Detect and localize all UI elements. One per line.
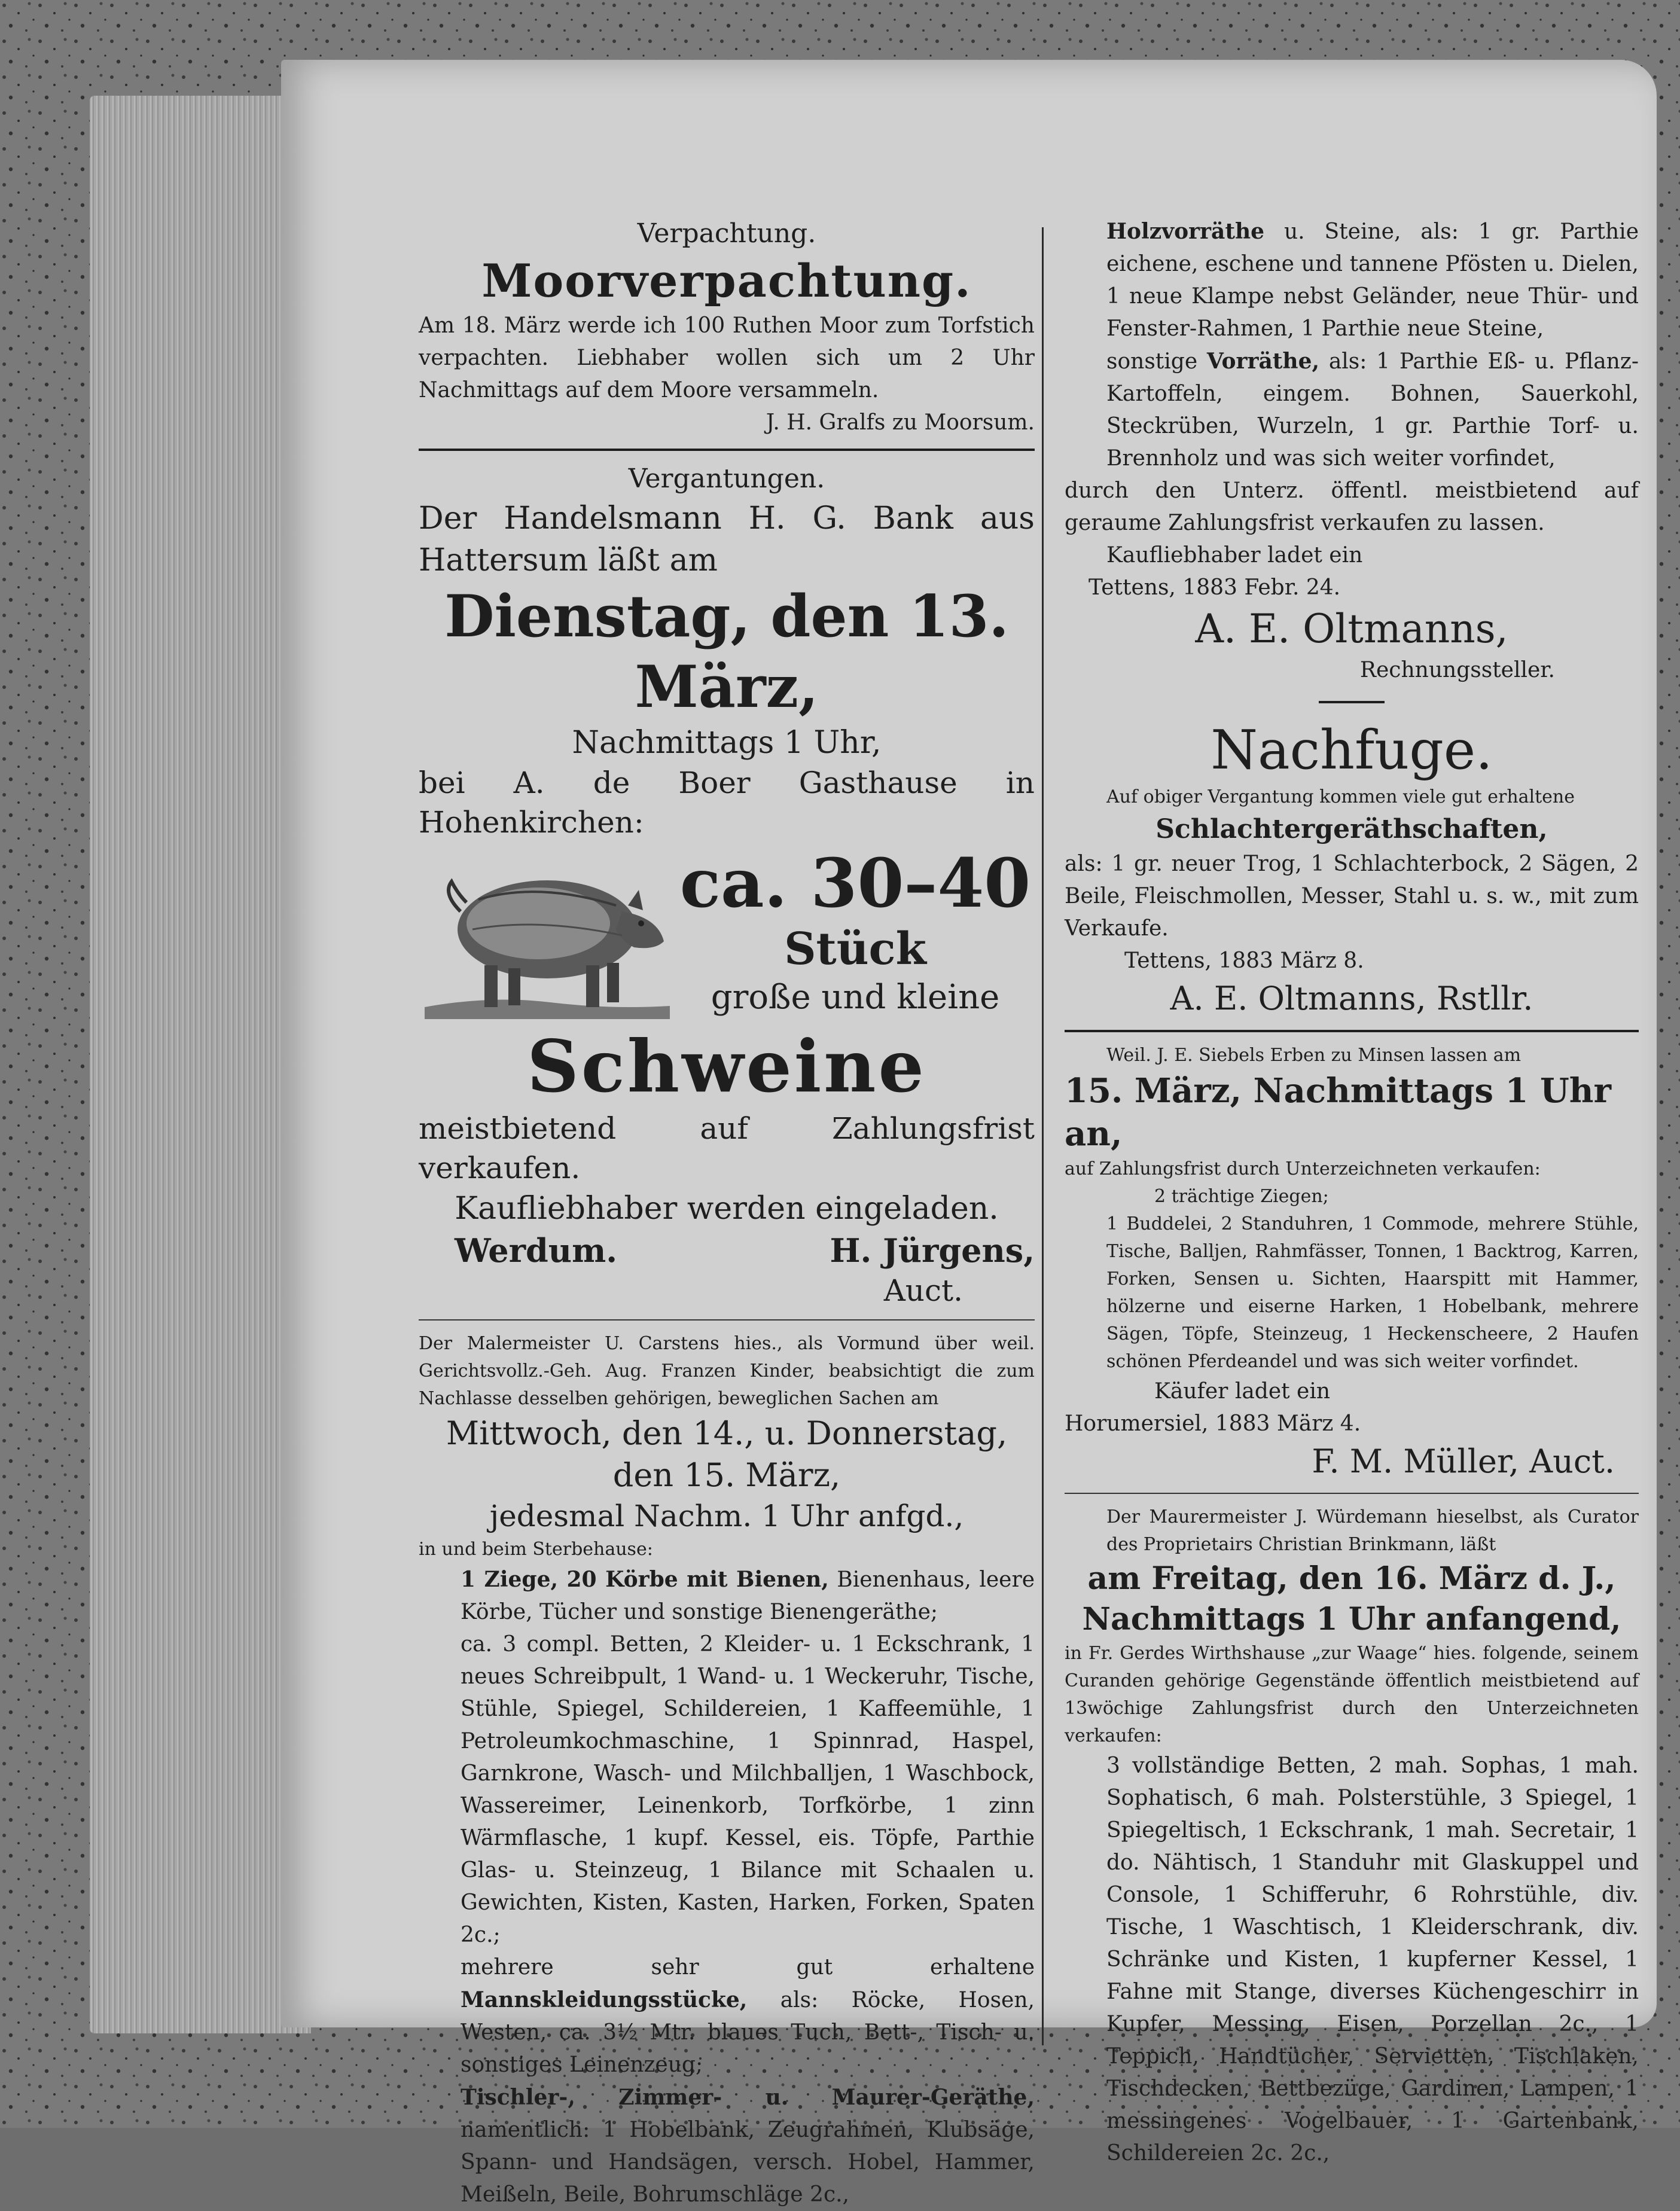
pig-count: ca. 30–40 [679,844,1031,923]
estate-ad-date1: Mittwoch, den 14., u. Donnerstag, [446,1414,1008,1452]
wood-ad-p3: durch den Unterz. öffentl. meistbietend auf geraume Zahlungsfrist verkaufen zu lassen. [1065,478,1639,535]
goats-ad-terms: auf Zahlungsfrist durch Unterzeichneten verkaufen: [1065,1158,1541,1179]
estate-item-tools [419,2081,1035,2211]
estate-ad-intro: Der Malermeister U. Carstens hies., als Vormund über weil. Gerichtsvollz.-Geh. Aug. Franzen Kinder, beabsichtigt die zum Nachlasse desselben gehörigen, beweglichen Sachen am [419,1333,1035,1409]
separator-rule [1065,1493,1639,1494]
estate-ad-place: in und beim Sterbehause: [419,1539,653,1560]
estate-item-bees-head: 1 Ziege, 20 Körbe mit Bienen, [461,1567,829,1592]
estate-item-household: ca. 3 compl. Betten, 2 Kleider- u. 1 Eckschrank, 1 neues Schreibpult, 1 Wand- u. 1 Weckeruhr, Tische, Stühle, Spiegel, Schildereien, 1 Kaffeemühle, 1 Petroleumkochmaschine, 1 Spinnrad, Haspel, Garnkrone, Wasch- und Milchballjen, 1 Waschbock, Wassereimer, Leinenkorb, Torfkörbe, 1 zinn Wärmflasche, 1 kupf. Kessel, eis. Töpfe, Parthie Glas- u. Steinzeug, 1 Bilance mit Schaalen u. Gewichten, Kisten, Kasten, Harken, Forken, Spaten 2c.; [461,1632,1035,1947]
goats-ad-date: 15. März, Nachmittags 1 Uhr an, [1065,1071,1612,1154]
column-divider [1042,227,1044,2045]
left-column [419,215,1035,2211]
wood-ad-dateline: Tettens, 1883 Febr. 24. [1089,575,1341,600]
estate-item-tools-bold: Tischler-, Zimmer- u. Maurer-Geräthe, [461,2085,1035,2110]
pig-ad-invite: Kaufliebhaber werden eingeladen. [455,1191,999,1227]
pig-ad-place: bei A. de Boer Gasthause in Hohenkirchen: [419,766,1035,840]
goats-ad-list-items: 1 Buddelei, 2 Standuhren, 1 Commode, mehrere Stühle, Tische, Balljen, Rahmfässer, Tonnen, 1 Backtrog, Karren, Forken, Sensen u. Sichten, Haarspitt mit Hammer, hölzerne und eiserne Harken, 1 Hobelbank, mehrere Sägen, Töpfe, Steinzeug, 1 Heckenscheere, 2 Haufen schönen Pferdeandel und was sich weiter vorfindet. [1106,1213,1639,1372]
goats-ad-invite: Käufer ladet ein [1154,1379,1331,1404]
separator-rule [1065,1030,1639,1032]
book-page-edges [90,96,311,2033]
moor-ad-title: Moorverpachtung. [481,254,972,307]
moor-ad-signature: J. H. Gralfs zu Moorsum. [766,410,1035,435]
moor-ad-body: Am 18. März werde ich 100 Ruthen Moor zum Torfstich verpachten. Liebhaber wollen sich um 2 Uhr Nachmittags auf dem Moore versammeln. [419,313,1035,402]
separator-rule [1319,701,1385,703]
goats-ad-place: Horumersiel, 1883 März 4. [1065,1411,1361,1436]
estate-item-clothing [419,1951,1035,2081]
separator-rule [419,1319,1035,1320]
wood-ad-invite: Kaufliebhaber ladet ein [1106,543,1363,568]
estate-item-clothing-pre: mehrere sehr gut erhaltene [461,1955,1035,1980]
curator-ad-time: Nachmittags 1 Uhr anfangend, [1082,1601,1621,1637]
curator-ad-date: am Freitag, den 16. März d. J., [1087,1560,1616,1597]
addendum-signature: A. E. Oltmanns, Rstllr. [1170,980,1533,1017]
wood-ad-p2-rest: als: 1 Parthie Eß- u. Pflanz-Kartoffeln, eingem. Bohnen, Sauerkohl, Steckrüben, Wurzeln, 1 gr. Parthie Torf- u. Brennholz und was sich weiter vorfindet, [1106,349,1639,471]
estate-item-bees-rest: Bienenhaus, leere Körbe, Tücher und sonstige Bienengeräthe; [461,1567,1035,1624]
wood-ad-signature-role: Rechnungssteller. [1359,658,1555,682]
wood-ad-p1-bold: Holzvorräthe [1106,219,1265,244]
curator-ad-intro: Der Maurermeister J. Würdemann hieselbst, als Curator des Proprietairs Christian Brinkmann, läßt [1106,1506,1639,1555]
estate-item-bees [419,1563,1035,1628]
pig-ad-kicker: Vergantungen. [628,463,825,494]
pig-ad-intro: Der Handelsmann H. G. Bank aus Hattersum läßt am [419,501,1035,578]
addendum-item: Schlachtergeräthschaften, [1155,814,1548,844]
addendum-body: als: 1 gr. neuer Trog, 1 Schlachterbock, 2 Sägen, 2 Beile, Fleischmollen, Messer, Stahl u. s. w., mit zum Verkaufe. [1065,852,1639,941]
pig-ad-time: Nachmittags 1 Uhr, [572,725,882,761]
pig-ad-place2: Werdum. [455,1231,618,1270]
pig-illustration-row [419,846,1035,1025]
wood-ad-p2-pre: sonstige [1106,349,1198,374]
wood-ad-signature: A. E. Oltmanns, [1195,606,1508,652]
curator-ad-body: in Fr. Gerdes Wirthshause „zur Waage“ hies. folgende, seinem Curanden gehörige Gegenstände öffentlich meistbietend auf 13wöchige Zahlungsfrist durch den Unterzeichneten verkaufen: [1065,1643,1639,1746]
estate-item-tools-rest: namentlich: 1 Hobelbank, Zeugrahmen, Klubsäge, Spann- und Handsägen, versch. Hobel, Hammer, Meißeln, Beile, Bohrumschläge 2c., [461,2118,1035,2207]
pig-unit: Stück [784,923,926,975]
pig-illustration [419,846,676,1025]
separator-rule [419,449,1035,451]
pig-size: große und kleine [711,978,1000,1017]
curator-ad-list: 3 vollständige Betten, 2 mah. Sophas, 1 mah. Sophatisch, 6 mah. Polsterstühle, 3 Spiegel, 1 Spiegeltisch, 1 Eckschrank, 1 mah. Secretair, 1 do. Nähtisch, 1 Standuhr mit Glaskuppel und Console, 1 Schifferuhr, 6 Rohrstühle, div. Tische, 1 Waschtisch, 1 Kleiderschrank, div. Schränke und Kisten, 1 kupferner Kessel, 1 Fahne mit Stange, diverses Küchengeschirr in Kupfer, Messing, Eisen, Porzellan 2c., 1 Teppich, Handtücher, Servietten, Tischlaken, Tischdecken, Bettbezüge, Gardinen, Lampen, 1 messingenes Vogelbauer, 1 Gartenbank, Schildereien 2c. 2c., [1106,1753,1639,2166]
goats-ad-intro: Weil. J. E. Siebels Erben zu Minsen lassen am [1106,1045,1522,1066]
pig-ad-signature-role: Auct. [883,1273,963,1308]
wood-ad-p1-rest: u. Steine, als: 1 gr. Parthie eichene, eschene und tannene Pfösten u. Dielen, 1 neue Klampe nebst Geländer, neue Thür- und Fenster-Rahmen, 1 Parthie neue Steine, [1106,219,1639,341]
addendum-intro: Auf obiger Vergantung kommen viele gut erhaltene [1106,786,1575,807]
pig-item-title: Schweine [527,1024,926,1109]
estate-item-clothing-bold: Mannskleidungsstücke, [461,1987,748,2012]
pig-ad-date: Dienstag, den 13. März, [444,583,1009,721]
estate-item-clothing-rest: als: Röcke, Hosen, Westen, ca. 3½ Mtr. blaues Tuch, Bett-, Tisch- u. sonstiges Leinenzeug; [461,1988,1035,2077]
estate-ad-date2: den 15. März, [612,1456,841,1494]
wood-ad-p2-bold: Vorräthe, [1206,349,1320,374]
addendum-title: Nachfuge. [1211,719,1493,782]
wood-ad-p2 [1065,345,1639,475]
addendum-dateline: Tettens, 1883 März 8. [1124,949,1364,973]
pig-ad-terms: meistbietend auf Zahlungsfrist verkaufen. [419,1111,1035,1185]
goats-ad-list-goats: 2 trächtige Ziegen; [1154,1186,1329,1207]
wood-ad-p1 [1065,215,1639,345]
goats-ad-signature: F. M. Müller, Auct. [1312,1443,1615,1480]
right-column [1065,215,1639,2170]
estate-ad-time: jedesmal Nachm. 1 Uhr anfgd., [489,1499,964,1533]
moor-ad-kicker: Verpachtung. [637,218,816,249]
pig-ad-signature: H. Jürgens, [830,1231,1035,1270]
